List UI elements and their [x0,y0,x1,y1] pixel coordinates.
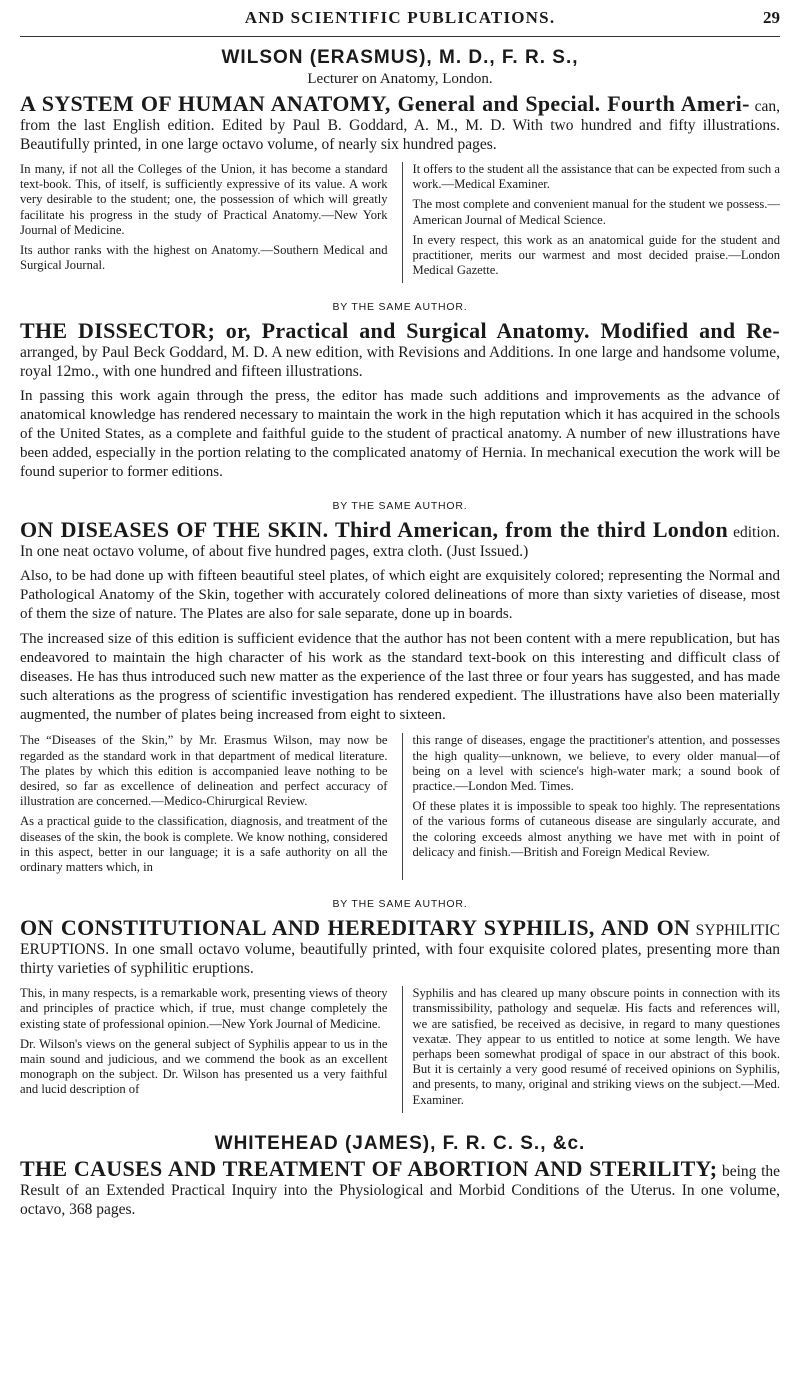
review-quote: As a practical guide to the classification, diagnosis, and treatment of the diseases of the skin, the book is complete. We know nothing, considered in this aspect, better in our language; it is a safe authority on all the ordinary matters which, in [20,814,388,875]
review-quote: this range of diseases, engage the practitioner's attention, and possesses the high quality—unknown, we believe, to every older manual—of being on a level with science's high-water mark; a sound book of practice.—London Med. Times. [412,733,780,794]
book-notice: The increased size of this edition is sufficient evidence that the author has not been content with a mere republication, but has endeavored to maintain the high character of his work as the standard text-book on this interesting and difficult class of diseases. He has thus introduced such new matter as the experience of the last three or four years has suggested, and has made such alterations as the progress of scientific investigation has rendered expedient. The illustrations have also been materially augmented, the number of plates being increased from eight to sixteen. [20,631,780,724]
reviews-left-column [20,733,388,880]
review-quote: Of these plates it is impossible to speak too highly. The representations of the various forms of cutaneous disease are singularly accurate, and the coloring exceeds almost anything we have met with in point of delicacy and finish.—British and Foreign Medical Review. [412,799,780,859]
running-head-title: AND SCIENTIFIC PUBLICATIONS. [244,8,556,27]
running-head [20,8,780,34]
review-quote: In many, if not all the Colleges of the Union, it has become a standard text-book. This, of itself, is sufficiently expressive of its value. A work very desirable to the student; one, the possession of which will greatly facilitate his progress in the study of Practical Anatomy.—New York Journal of Medicine. [20,162,388,237]
book-description: can, from the last English edition. Edited by Paul B. Goddard, A. M., M. D. With two hundred and fifty illustrations. Beautifully printed, in one large octavo volume, of nearly six hundred pages. [20,98,780,153]
author-heading-whitehead: WHITEHEAD (JAMES), F. R. C. S., &c. [214,1132,586,1154]
book-entry-system-of-anatomy [20,91,780,154]
review-quote: Dr. Wilson's views on the general subject of Syphilis appear to us in the main sound and judicious, and we commend the book as an excellent monograph on the subject. Dr. Wilson has presented us a very faithful and lucid description of [20,1036,388,1097]
book-title: A SYSTEM OF HUMAN ANATOMY, General and Special. Fourth Ameri- [20,91,750,116]
book-notice: In passing this work again through the press, the editor has made such additions and improvements as the advance of anatomical knowledge has rendered necessary to maintain the work in the high reputation which it has acquired in the schools of the United States, as a complete and faithful guide to the student of practical anatomy. A number of new illustrations have been added, especially in the portion relating to the complicated anatomy of Hernia. In mechanical execution the work will be found superior to former editions. [20,388,780,481]
by-same-author-label: BY THE SAME AUTHOR. [332,500,468,513]
book-notice: Also, to be had done up with fifteen beautiful steel plates, of which eight are exquisitely colored; representing the Normal and Pathological Anatomy of the Skin, together with accurately colored delineations of more than sixty varieties of disease, most of them the size of nature. The Plates are also for sale separate, done up in boards. [20,568,780,623]
book-title: THE CAUSES AND TREATMENT OF ABORTION AND STERILITY; [20,1155,718,1181]
book-description: SYPHILITIC ERUPTIONS. In one small octavo volume, beautifully printed, with four exquisite colored plates, presenting more than thirty varieties of syphilitic eruptions. [20,922,781,978]
review-quote: Its author ranks with the highest on Anatomy.—Southern Medical and Surgical Journal. [20,243,388,273]
review-quote: This, in many respects, is a remarkable work, presenting views of theory and principles of practice which, if true, must change completely the existing state of professional opinion.—New York Journal of Medicine. [20,986,388,1031]
reviews-left-column [20,986,388,1113]
book-description: being the Result of an Extended Practical Inquiry into the Physiological and Morbid Conditions of the Uterus. In one volume, octavo, 368 pages. [20,1162,781,1218]
review-quote: The most complete and convenient manual for the student we possess.—American Journal of Medical Science. [412,197,780,227]
by-same-author-label: BY THE SAME AUTHOR. [332,898,468,911]
book-title: THE DISSECTOR; or, Practical and Surgical Anatomy. Modified and Re- [20,318,780,344]
reviews-right-column [402,733,781,880]
reviews-right-column [402,986,781,1113]
reviews-system-of-anatomy [20,162,780,283]
reviews-syphilis [20,986,780,1113]
reviews-diseases-of-skin [20,733,780,880]
review-quote: Syphilis and has cleared up many obscure points in connection with its transmissibility, pathology and sequelæ. His facts and references will, we are satisfied, be received as decisive, in regard to many questiones vexatæ. They appear to us entitled to notice at some length. We have perhaps been somewhat prodigal of space in our abstract of this book. But it is certainly a very good resumé of received opinions on Syphilis, and presents, to many, original and striking views on the subject.—Med. Examiner. [412,986,780,1107]
header-rule [20,36,780,37]
review-quote: In every respect, this work as an anatomical guide for the student and practitioner, merits our warmest and most decided praise.—London Medical Gazette. [412,232,780,278]
author-heading-wilson: WILSON (ERASMUS), M. D., F. R. S., [221,47,579,68]
reviews-right-column [402,162,781,283]
book-entry-abortion-sterility [20,1155,781,1219]
page [20,0,780,1219]
author-affiliation: Lecturer on Anatomy, London. [307,71,493,87]
reviews-left-column [20,162,388,283]
review-quote: It offers to the student all the assistance that can be expected from such a work.—Medical Examiner. [412,162,780,192]
book-entry-diseases-of-skin [20,517,781,561]
book-description: edition. In one neat octavo volume, of about five hundred pages, extra cloth. (Just Issued.) [20,524,781,561]
book-entry-dissector [20,318,780,381]
book-entry-syphilis [20,915,781,978]
book-description: arranged, by Paul Beck Goddard, M. D. A new edition, with Revisions and Additions. In one large and handsome volume, royal 12mo., with one hundred and fifteen illustrations. [20,344,780,381]
book-title: ON DISEASES OF THE SKIN. Third American, from the third London [20,517,729,543]
review-quote: The “Diseases of the Skin,” by Mr. Erasmus Wilson, may now be regarded as the standard work in that department of medical literature. The plates by which this edition is accompanied leave nothing to be desired, so far as excellence of delineation and perfect accuracy of illustration are concerned.—Medico-Chirurgical Review. [20,733,388,809]
by-same-author-label: BY THE SAME AUTHOR. [332,301,468,314]
book-title: ON CONSTITUTIONAL AND HEREDITARY SYPHILIS, AND ON [20,915,691,941]
page-number: 29 [763,8,780,27]
